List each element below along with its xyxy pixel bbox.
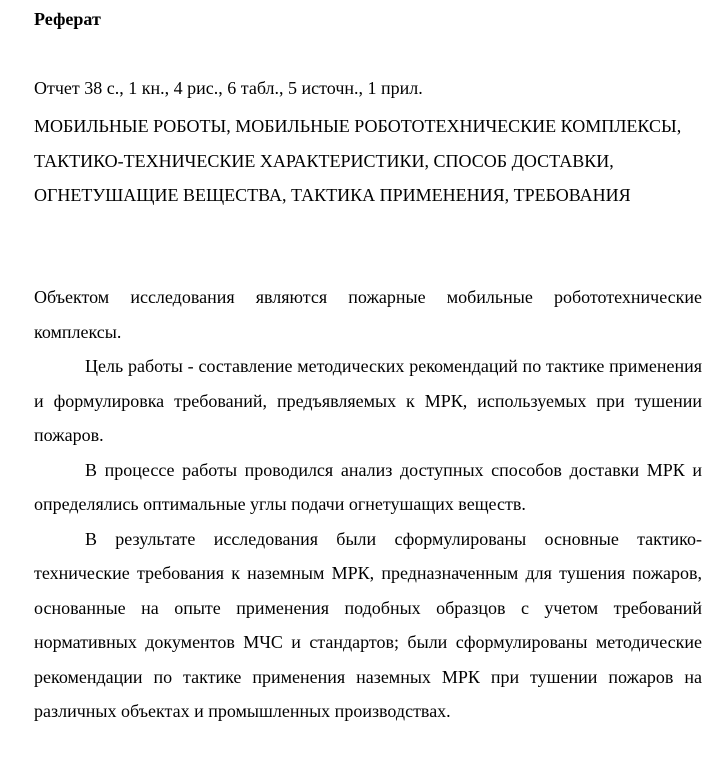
paragraph-process: В процессе работы проводился анализ доступных способов доставки МРК и определялись оптимальные углы подачи огнетушащих веществ. (34, 459, 702, 514)
report-meta: Отчет 38 с., 1 кн., 4 рис., 6 табл., 5 источн., 1 прил. (34, 78, 423, 98)
paragraph-results: В результате исследования были сформулированы основные тактико-технические требования к наземным МРК, предназначенным для тушения пожаров, основанные на опыте применения подобных образцов с учетом требований нормативных документов МЧС и стандартов; были сформулированы методические рекомендации по тактике применения наземных МРК при тушении пожаров на различных объектах и промышленных производствах. (34, 528, 702, 721)
abstract-title: Реферат (34, 9, 101, 29)
abstract-body (34, 280, 702, 729)
paragraph-goal: Цель работы - составление методических рекомендаций по тактике применения и формулировка требований, предъявляемых к МРК, используемых при тушении пожаров. (34, 356, 702, 445)
keywords: МОБИЛЬНЫЕ РОБОТЫ, МОБИЛЬНЫЕ РОБОТОТЕХНИЧЕСКИЕ КОМПЛЕКСЫ, ТАКТИКО-ТЕХНИЧЕСКИЕ ХАРАКТЕРИСТИКИ, СПОСОБ ДОСТАВКИ, ОГНЕТУШАЩИЕ ВЕЩЕСТВА, ТАКТИКА ПРИМЕНЕНИЯ, ТРЕБОВАНИЯ (34, 116, 682, 205)
paragraph-object: Объектом исследования являются пожарные мобильные робототехнические комплексы. (34, 287, 702, 342)
